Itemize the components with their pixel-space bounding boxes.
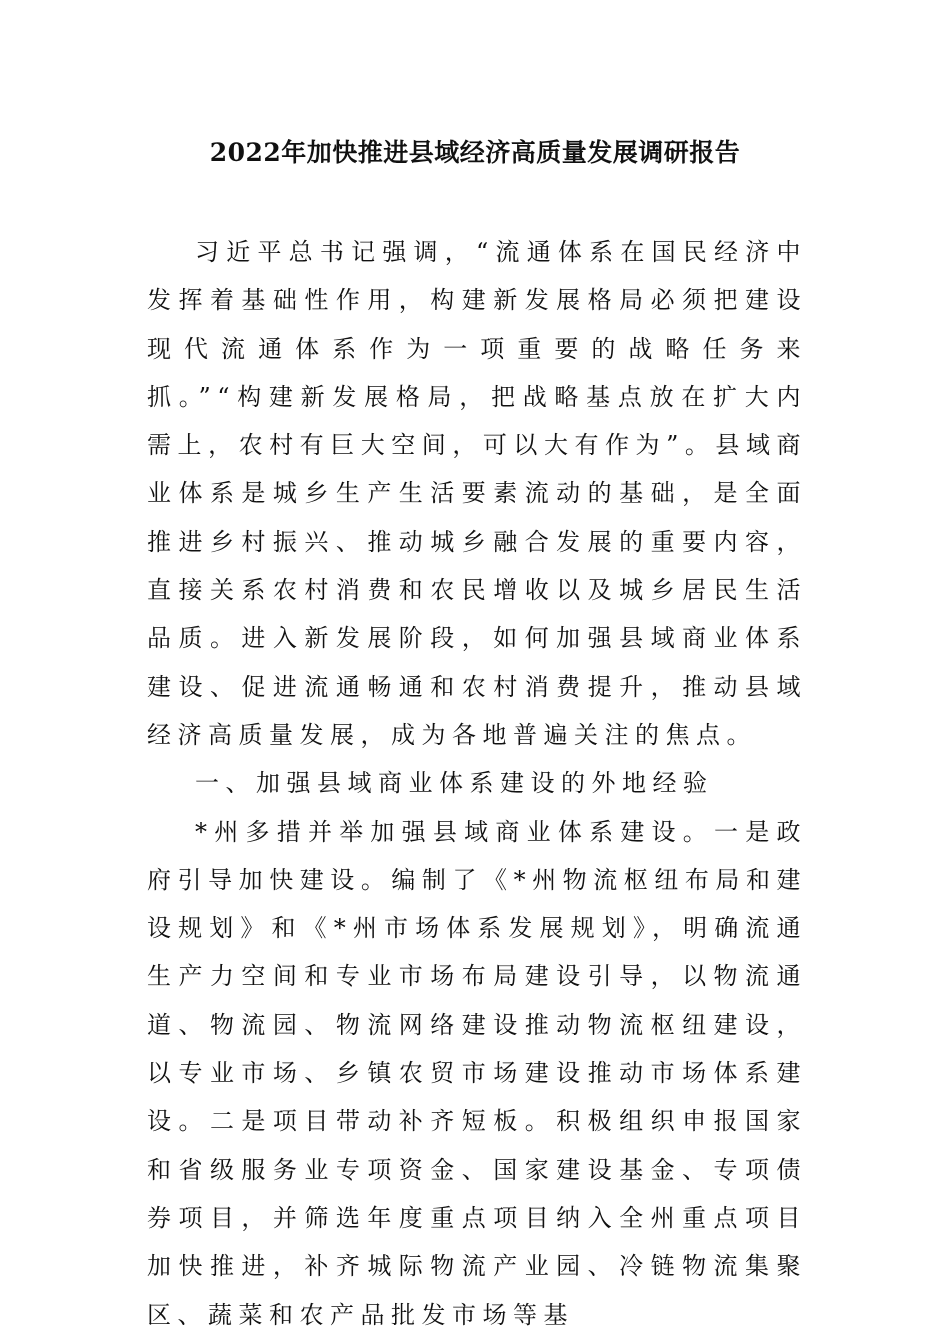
document-title: 2022年加快推进县域经济高质量发展调研报告 (209, 138, 741, 167)
document-body (147, 228, 807, 1339)
section-heading-1: 一、加强县域商业体系建设的外地经验 (195, 769, 714, 798)
paragraph-intro: 习近平总书记强调，“流通体系在国民经济中发挥着基础性作用，构建新发展格局必须把建设现代流通体系作为一项重要的战略任务来抓。”“构建新发展格局，把战略基点放在扩大内需上，农村有巨大空间，可以大有作为”。县域商业体系是城乡生产生活要素流动的基础，是全面推进乡村振兴、推动城乡融合发展的重要内容，直接关系农村消费和农民增收以及城乡居民生活品质。进入新发展阶段，如何加强县域商业体系建设、促进流通畅通和农村消费提升，推动县域经济高质量发展，成为各地普遍关注的焦点。 (147, 238, 807, 749)
paragraph-experience: *州多措并举加强县域商业体系建设。一是政府引导加快建设。编制了《*州物流枢纽布局和建设规划》和《*州市场体系发展规划》，明确流通生产力空间和专业市场布局建设引导，以物流通道、物流园、物流网络建设推动物流枢纽建设，以专业市场、乡镇农贸市场建设推动市场体系建设。二是项目带动补齐短板。积极组织申报国家和省级服务业专项资金、国家建设基金、专项债券项目，并筛选年度重点项目纳入全州重点项目加快推进，补齐城际物流产业园、冷链物流集聚区、蔬菜和农产品批发市场等基 (147, 817, 807, 1329)
